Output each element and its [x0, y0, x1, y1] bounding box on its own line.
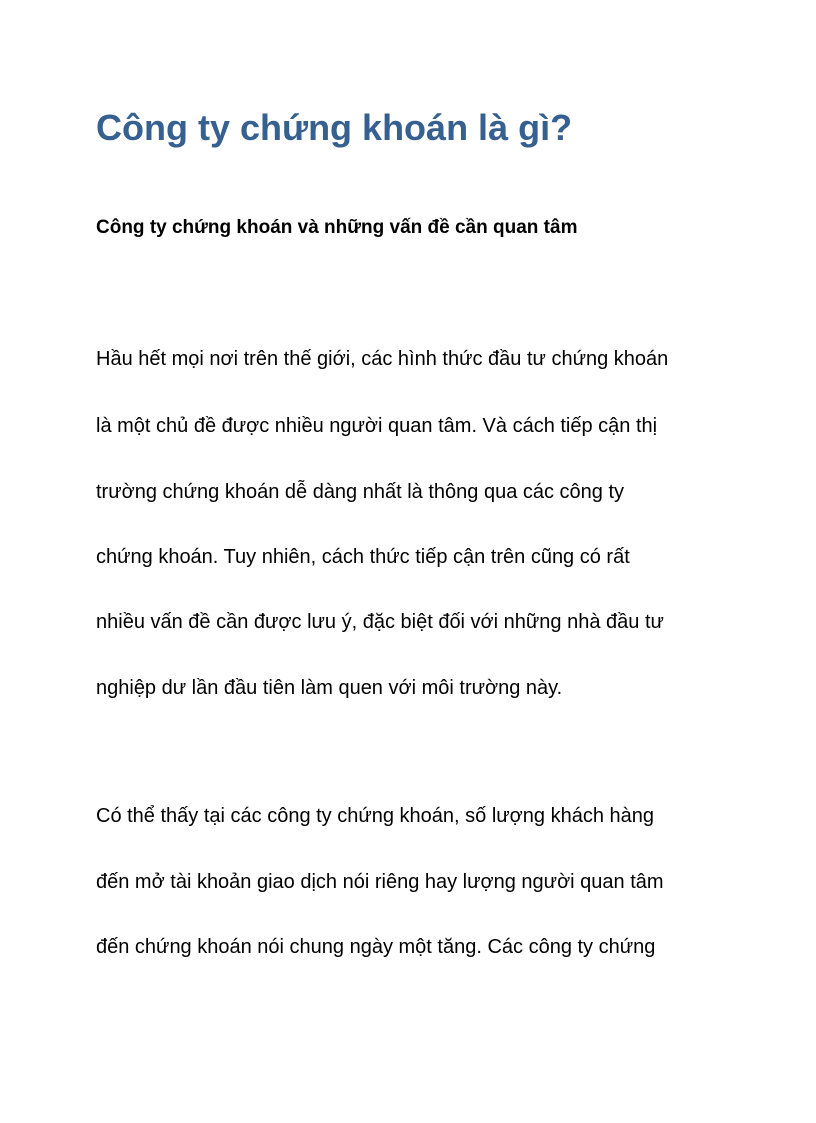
- paragraph-line: là một chủ đề được nhiều người quan tâm. Và cách tiếp cận thị: [96, 415, 658, 437]
- paragraph-line: Hầu hết mọi nơi trên thế giới, các hình thức đầu tư chứng khoán: [96, 348, 669, 370]
- page-subtitle: Công ty chứng khoán và những vấn đề cần quan tâm: [96, 217, 578, 238]
- paragraph-line: trường chứng khoán dễ dàng nhất là thông qua các công ty: [96, 481, 625, 503]
- page-title: Công ty chứng khoán là gì?: [96, 107, 573, 148]
- paragraph-line: đến chứng khoán nói chung ngày một tăng. Các công ty chứng: [96, 936, 656, 958]
- paragraph-line: Có thể thấy tại các công ty chứng khoán, số lượng khách hàng: [96, 805, 655, 827]
- paragraph-line: nhiều vấn đề cần được lưu ý, đặc biệt đối với những nhà đầu tư: [96, 611, 664, 633]
- paragraph-line: chứng khoán. Tuy nhiên, cách thức tiếp cận trên cũng có rất: [96, 546, 630, 568]
- paragraph-line: nghiệp dư lần đầu tiên làm quen với môi trường này.: [96, 677, 563, 699]
- paragraph-line: đến mở tài khoản giao dịch nói riêng hay lượng người quan tâm: [96, 871, 664, 893]
